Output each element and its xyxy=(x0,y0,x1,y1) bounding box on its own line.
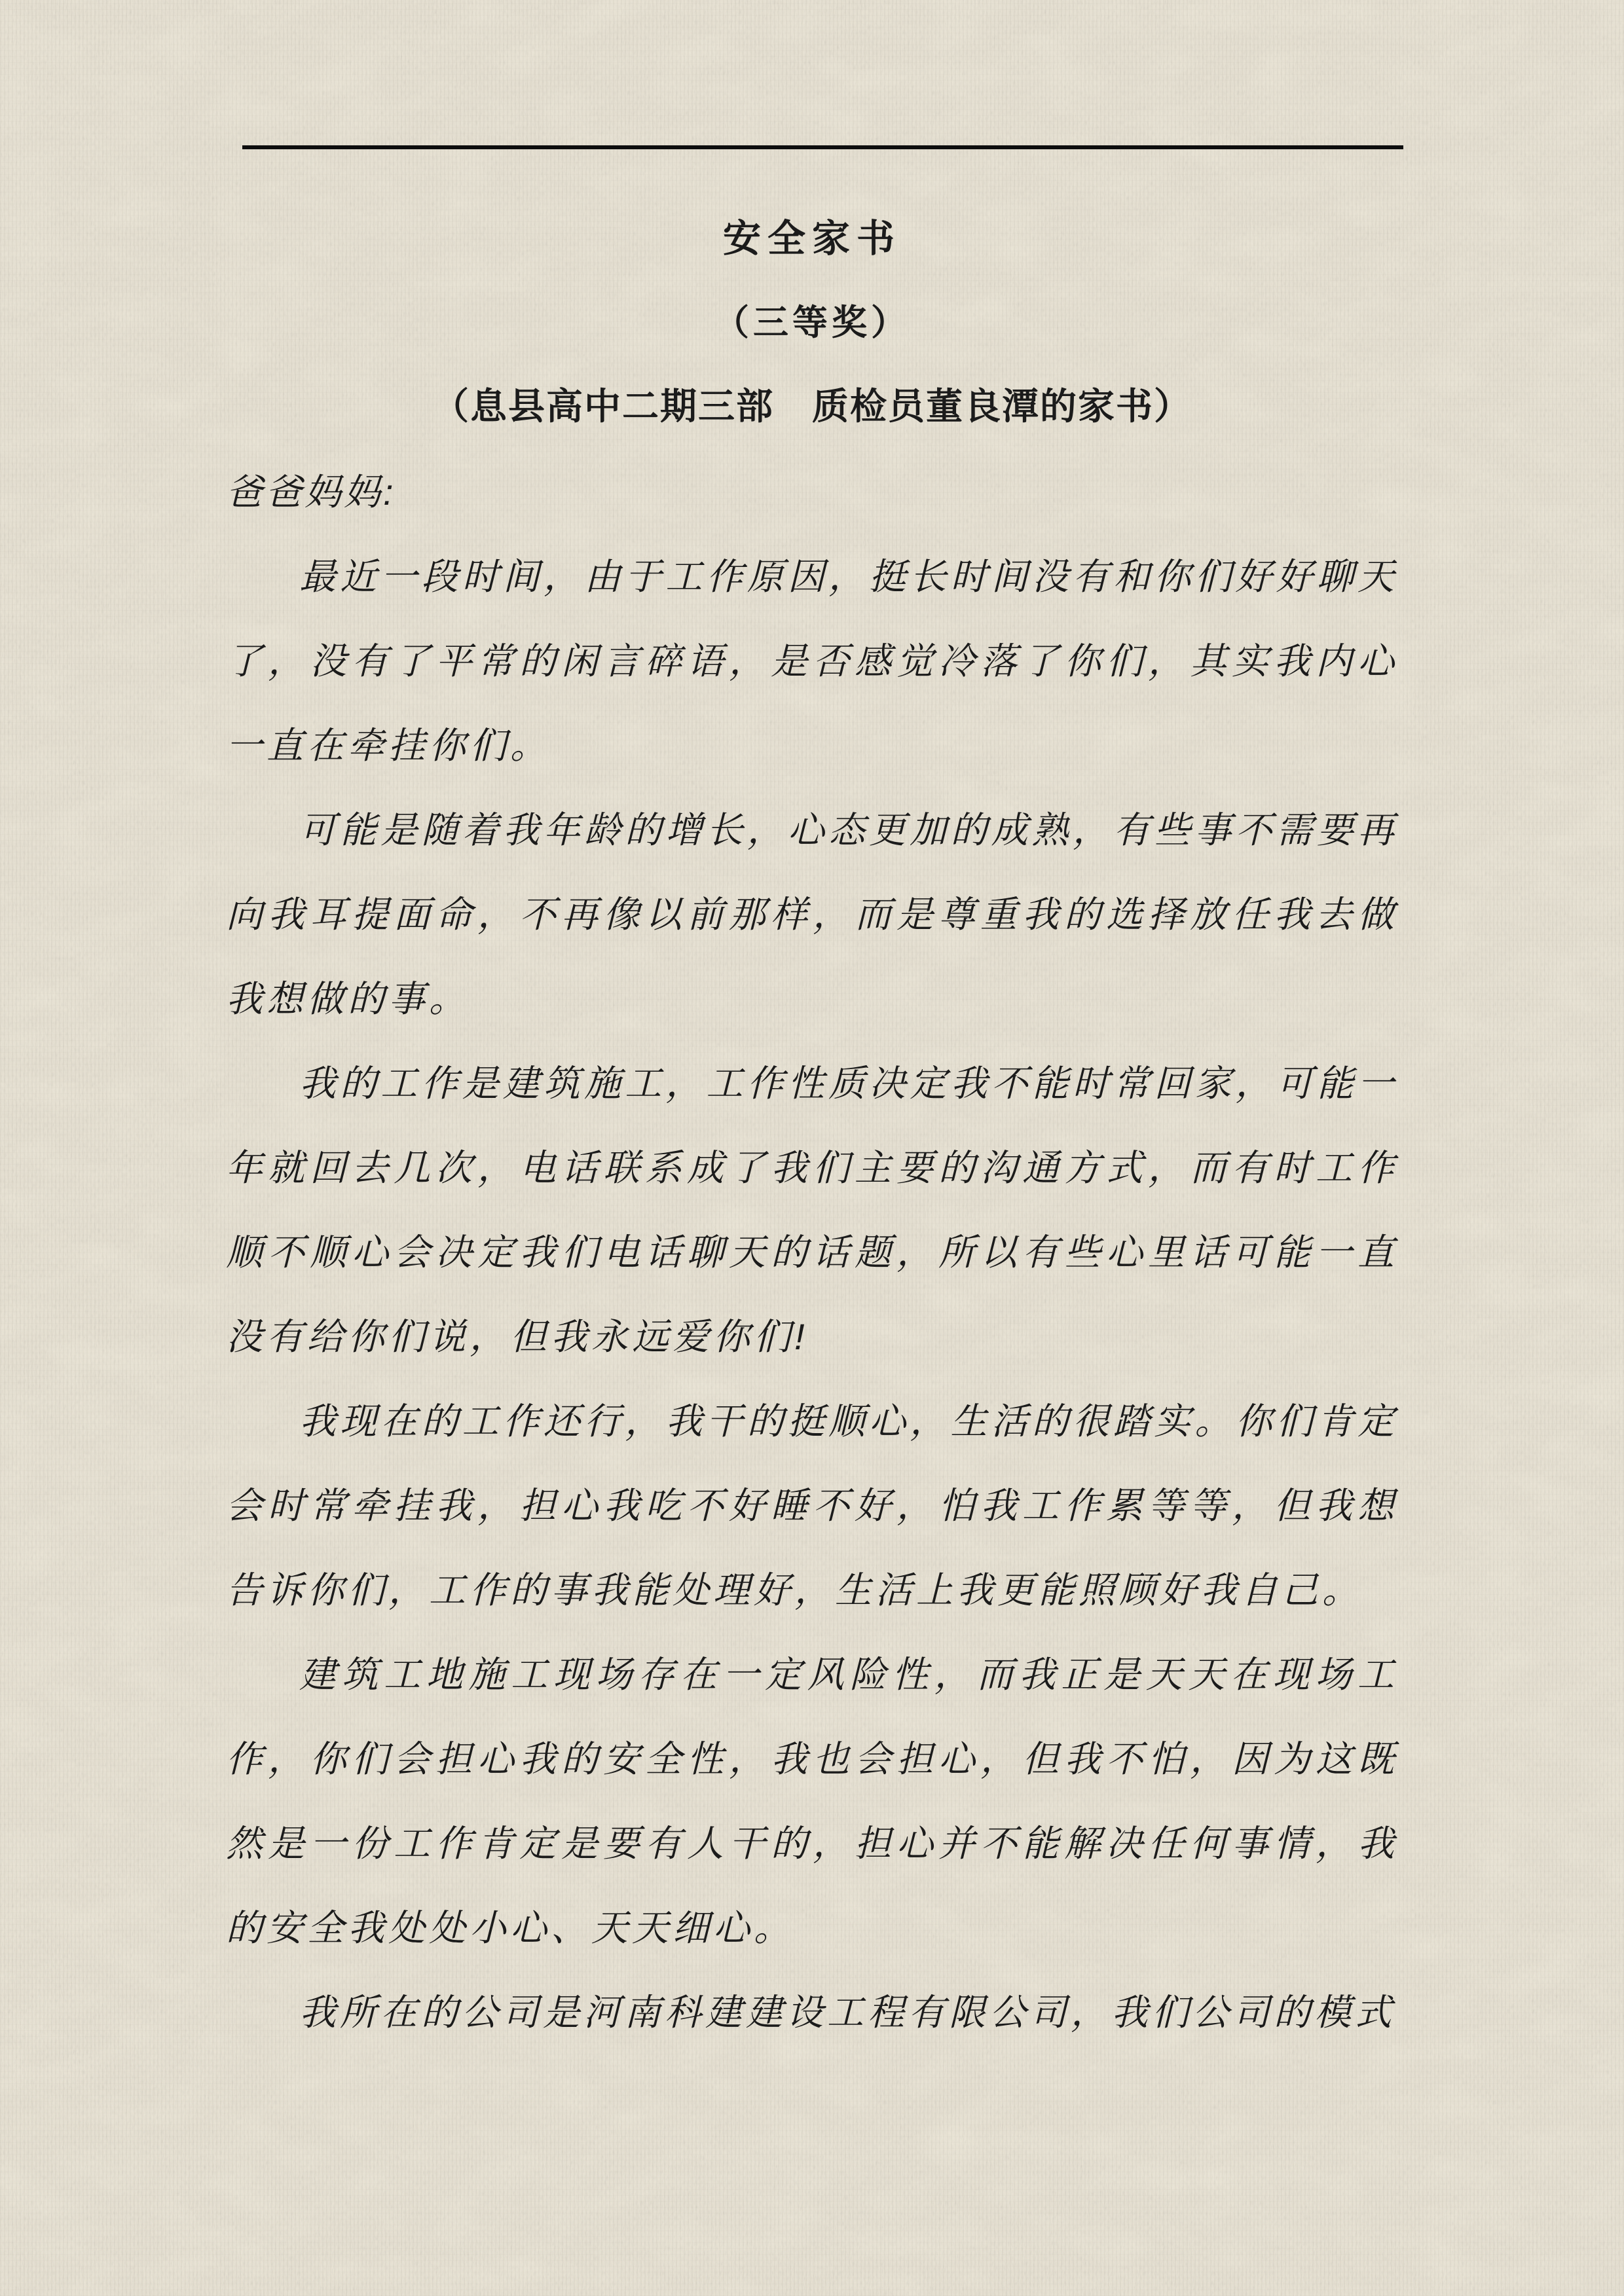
paragraph: 可能是随着我年龄的增长，心态更加的成熟，有些事不需要再向我耳提面命，不再像以前那样，而是尊重我的选择放任我去做我想做的事。 xyxy=(226,809,1398,1019)
letter-body xyxy=(226,534,1398,2054)
author-byline: （息县高中二期三部 质检员董良潭的家书） xyxy=(432,387,1192,428)
salutation: 爸爸妈妈: xyxy=(226,471,396,513)
paragraph: 我现在的工作还行，我干的挺顺心，生活的很踏实。你们肯定会时常牵挂我，担心我吃不好睡不好，怕我工作累等等，但我想告诉你们，工作的事我能处理好，生活上我更能照顾好我自己。 xyxy=(226,1400,1398,1611)
letter-content xyxy=(226,196,1398,2054)
top-divider-line xyxy=(242,145,1403,149)
award-label: （三等奖） xyxy=(714,303,910,342)
paragraph: 建筑工地施工现场存在一定风险性，而我正是天天在现场工作，你们会担心我的安全性，我也会担心，但我不怕，因为这既然是一份工作肯定是要有人干的，担心并不能解决任何事情，我的安全我处处小心、天天细心。 xyxy=(226,1654,1398,1948)
paragraph: 我所在的公司是河南科建建设工程有限公司，我们公司的模式 xyxy=(299,1992,1395,2033)
paragraph: 最近一段时间，由于工作原因，挺长时间没有和你们好好聊天了，没有了平常的闲言碎语，是否感觉冷落了你们，其实我内心一直在牵挂你们。 xyxy=(226,556,1398,766)
paragraph: 我的工作是建筑施工，工作性质决定我不能时常回家，可能一年就回去几次，电话联系成了我们主要的沟通方式，而有时工作顺不顺心会决定我们电话聊天的话题，所以有些心里话可能一直没有给你们说，但我永远爱你们! xyxy=(226,1063,1398,1357)
letter-title: 安全家书 xyxy=(722,217,901,260)
